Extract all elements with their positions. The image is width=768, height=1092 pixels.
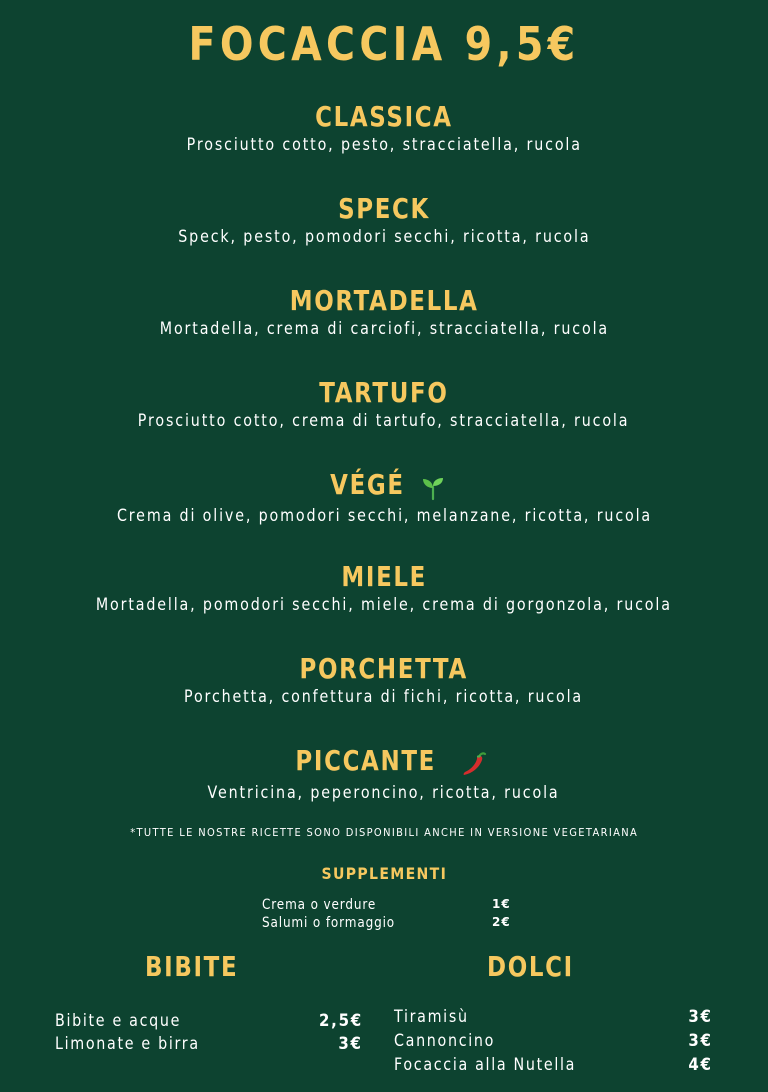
drinks-title: BIBITE — [145, 950, 239, 983]
menu-item-miele — [0, 560, 768, 618]
item-name: PORCHETTA — [299, 652, 469, 685]
supplement-label: Crema o verdure — [262, 897, 377, 913]
menu-item-vege — [0, 468, 768, 529]
dessert-label: Focaccia alla Nutella — [394, 1055, 577, 1075]
supplement-row — [262, 897, 512, 915]
menu-item-piccante — [0, 744, 768, 806]
dessert-price: 3€ — [688, 1007, 713, 1027]
drink-price: 3€ — [338, 1034, 363, 1054]
dessert-row — [394, 1031, 713, 1053]
vegetarian-note: *TUTTE LE NOSTRE RICETTE SONO DISPONIBILI ANCHE IN VERSIONE VEGETARIANA — [130, 826, 638, 839]
dessert-label: Tiramisù — [394, 1007, 469, 1027]
item-description: Prosciutto cotto, pesto, stracciatella, rucola — [186, 135, 582, 155]
sprout-icon — [420, 475, 446, 505]
item-name: PICCANTE — [295, 744, 437, 777]
item-description: Porchetta, confettura di fichi, ricotta, rucola — [184, 687, 584, 707]
menu-item-speck — [0, 192, 768, 250]
dessert-price: 3€ — [688, 1031, 713, 1051]
item-description: Mortadella, pomodori secchi, miele, crema di gorgonzola, rucola — [96, 595, 672, 615]
supplement-price: 1€ — [492, 897, 511, 911]
menu-item-classica — [0, 100, 768, 158]
menu-title: FOCACCIA 9,5€ — [188, 17, 580, 71]
supplement-label: Salumi o formaggio — [262, 915, 396, 931]
desserts-title: DOLCI — [487, 950, 574, 983]
item-name: CLASSICA — [315, 100, 453, 133]
item-name: MORTADELLA — [289, 284, 479, 317]
item-description: Speck, pesto, pomodori secchi, ricotta, rucola — [177, 227, 591, 247]
item-description: Crema di olive, pomodori secchi, melanzane, ricotta, rucola — [116, 505, 652, 526]
dessert-label: Cannoncino — [394, 1031, 496, 1051]
drink-row — [55, 1011, 363, 1033]
supplements-title: SUPPLEMENTI — [321, 864, 447, 883]
menu-item-porchetta — [0, 652, 768, 710]
drink-label: Limonate e birra — [55, 1034, 200, 1054]
drink-label: Bibite e acque — [55, 1011, 182, 1031]
dessert-price: 4€ — [688, 1055, 713, 1075]
drink-price: 2,5€ — [319, 1011, 363, 1031]
item-description: Mortadella, crema di carciofi, stracciatella, rucola — [159, 319, 609, 339]
dessert-row — [394, 1055, 713, 1077]
menu-item-tartufo — [0, 376, 768, 434]
dessert-row — [394, 1007, 713, 1029]
menu-item-mortadella — [0, 284, 768, 342]
chili-pepper-icon — [460, 750, 488, 782]
item-name: MIELE — [341, 560, 427, 593]
item-name: TARTUFO — [319, 376, 449, 409]
supplement-row — [262, 915, 512, 933]
item-name: SPECK — [338, 192, 430, 225]
item-description: Ventricina, peperoncino, ricotta, rucola — [208, 782, 560, 803]
item-description: Prosciutto cotto, crema di tartufo, stracciatella, rucola — [138, 411, 630, 431]
drink-row — [55, 1034, 363, 1056]
supplement-price: 2€ — [492, 915, 511, 929]
item-name: VÉGÉ — [329, 468, 405, 501]
